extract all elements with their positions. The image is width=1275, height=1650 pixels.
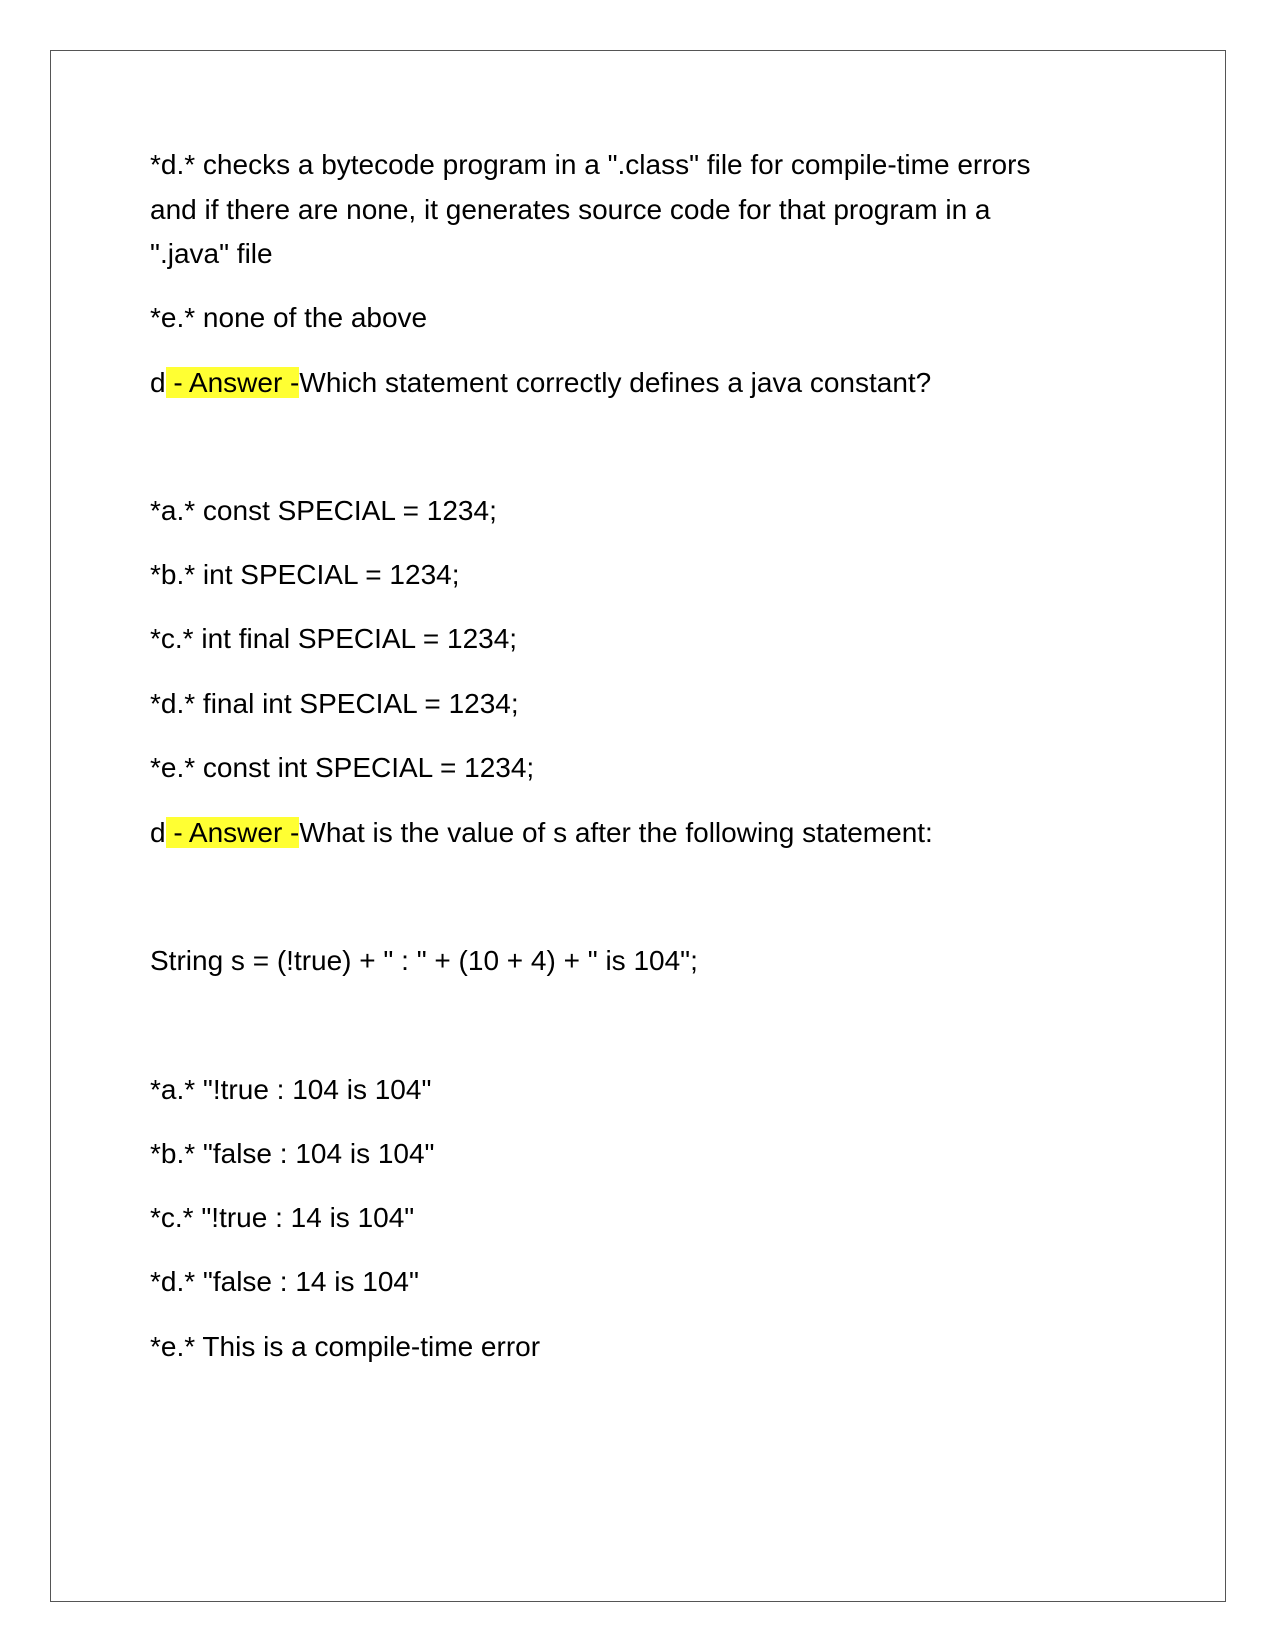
question-text: Which statement correctly defines a java constant? [299, 367, 932, 398]
answer-highlight: - Answer - [165, 367, 300, 398]
option-d-line-2: and if there are none, it generates source code for that program in a [150, 194, 991, 225]
answer-question-1 [150, 366, 931, 400]
question-text: What is the value of s after the following statement: [299, 817, 933, 848]
answer-letter: d [150, 817, 166, 848]
option-d-line-3: ".java" file [150, 238, 273, 269]
option-d-line-1: *d.* checks a bytecode program in a ".class" file for compile-time errors [150, 149, 1031, 180]
answer-letter: d [150, 367, 166, 398]
option-line: *e.* This is a compile-time error [150, 1331, 541, 1362]
option-line: *a.* "!true : 104 is 104" [150, 1074, 432, 1105]
option-line: *d.* final int SPECIAL = 1234; [150, 688, 519, 719]
option-e-line: *e.* none of the above [150, 302, 428, 333]
option-line: *a.* const SPECIAL = 1234; [150, 495, 497, 526]
option-line: *b.* "false : 104 is 104" [150, 1138, 435, 1169]
option-line: *b.* int SPECIAL = 1234; [150, 559, 460, 590]
option-line: *d.* "false : 14 is 104" [150, 1266, 419, 1297]
option-line: *c.* "!true : 14 is 104" [150, 1202, 415, 1233]
answer-question-2 [150, 816, 933, 850]
code-statement: String s = (!true) + " : " + (10 + 4) + " is 104"; [150, 945, 698, 976]
answer-highlight: - Answer - [165, 817, 300, 848]
option-line: *e.* const int SPECIAL = 1234; [150, 752, 535, 783]
option-line: *c.* int final SPECIAL = 1234; [150, 623, 518, 654]
